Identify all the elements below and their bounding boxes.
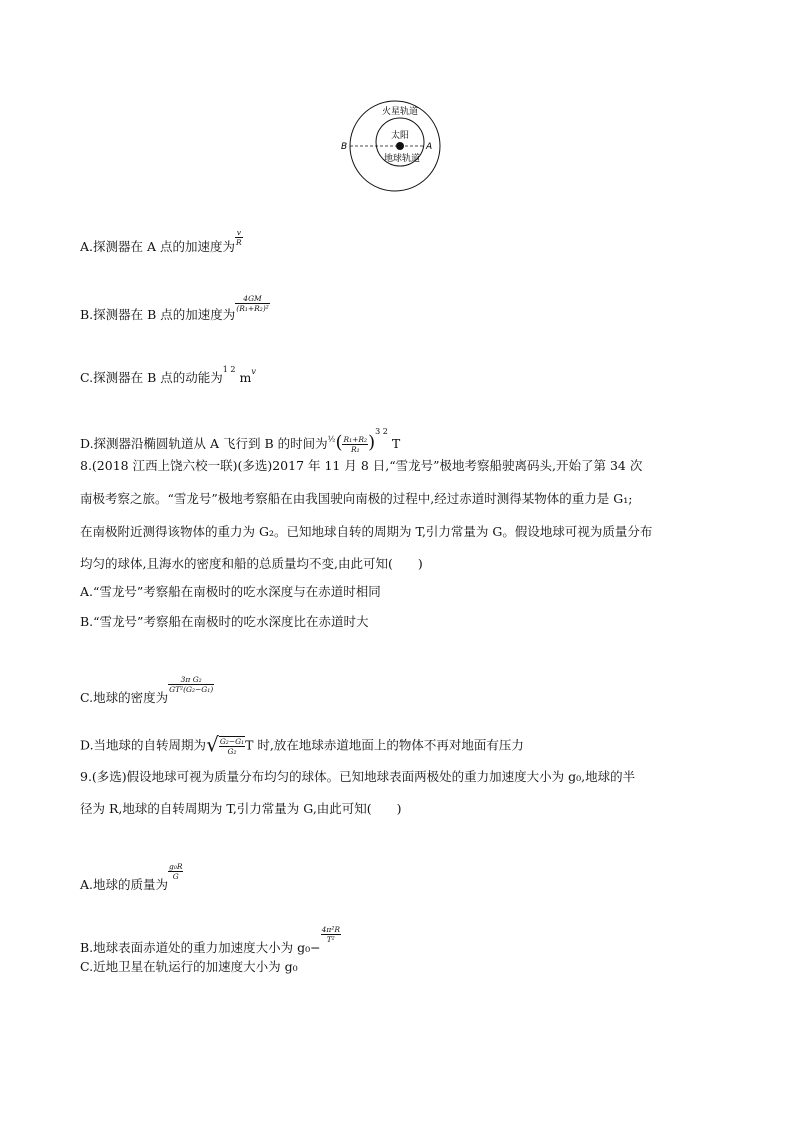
q7-b-frac-den: (R₁+R₂)² <box>236 304 269 313</box>
q7-option-b-text: B.探测器在 B 点的加速度为 <box>80 307 236 322</box>
earth-orbit-label: 地球轨道 <box>384 154 421 164</box>
mars-orbit-label: 火星轨道 <box>382 107 419 117</box>
q8-stem-line-2: 南极考察之旅。“雪龙号”极地考察船在由我国驶向南极的过程中,经过赤道时测得某物体的重力是 G₁; <box>80 491 633 506</box>
q9-stem-line-2: 径为 R,地球的自转周期为 T,引力常量为 G,由此可知( ) <box>80 801 402 816</box>
q8-option-c <box>80 675 214 706</box>
q7-b-fraction <box>235 294 269 313</box>
point-a-label: A <box>426 142 433 152</box>
q8-option-d-text: D.当地球的自转周期为 <box>80 737 207 753</box>
q9-option-a <box>80 862 183 893</box>
q8-stem-line-4: 均匀的球体,且海水的密度和船的总质量均不变,由此可知( ) <box>80 556 423 571</box>
q7-d-exponent: 3 2 <box>375 427 388 436</box>
q8-d-frac-den: G₂ <box>227 747 237 756</box>
q8-stem-line-1: 8.(2018 江西上饶六校一联)(多选)2017 年 11 月 8 日,“雪龙号”极地考察船驶离码头,开始了第 34 次 <box>80 458 643 473</box>
q7-option-d-text: D.探测器沿椭圆轨道从 A 飞行到 B 的时间为 <box>80 436 328 451</box>
q7-option-c-text: C.探测器在 B 点的动能为 <box>80 370 223 385</box>
q7-option-d: D.探测器沿椭圆轨道从 A 飞行到 B 的时间为$^{\frac{1}{2}}$( $\frac{\text{R₁+R₂}}{\text{R₁}}$ )$^{3 2}$ T <box>80 427 401 454</box>
sun-dot <box>396 142 404 150</box>
q7-d-frac-num: R₁+R₂ <box>343 435 368 444</box>
q9-option-b <box>80 925 341 956</box>
q7-option-c <box>80 362 256 386</box>
q8-option-b: B.“雪龙号”考察船在南极时的吃水深度比在赤道时大 <box>80 614 369 629</box>
q7-d-half: ½ <box>327 435 336 444</box>
q8-option-c-text: C.地球的密度为 <box>80 690 169 705</box>
q7-a-frac-den: R <box>235 238 242 247</box>
q7-c-velocity: v <box>251 367 256 376</box>
q8-option-d: D.当地球的自转周期为√ $\frac{\text{G₂−G₁}}{\text{G₂}}$ T 时,放在地球赤道地面上的物体不再对地面有压力 <box>80 732 524 757</box>
q8-d-frac-num: G₂−G₁ <box>219 737 245 746</box>
q7-c-half: 1 2 <box>222 365 236 374</box>
sun-label: 太阳 <box>391 131 410 141</box>
point-b-label: B <box>341 142 348 152</box>
q8-stem-line-3: 在南极附近测得该物体的重力为 G₂。已知地球自转的周期为 T,引力常量为 G。假设地球可视为质量分布 <box>80 524 653 539</box>
q7-d-frac-den: R₁ <box>350 445 360 454</box>
q7-a-fraction <box>235 228 243 247</box>
q7-a-frac-num: v <box>236 228 241 237</box>
q9-option-a-text: A.地球的质量为 <box>80 877 169 892</box>
q7-b-frac-num: 4GM <box>235 294 269 304</box>
q8-option-d-text-end: T 时,放在地球赤道地面上的物体不再对地面有压力 <box>245 737 524 753</box>
q9-option-c: C.近地卫星在轨运行的加速度大小为 g₀ <box>80 959 298 974</box>
q7-d-period: T <box>391 436 401 451</box>
q9-b-frac-num: 4π²R <box>321 925 340 934</box>
q9-a-frac-den: G <box>172 872 179 881</box>
q7-c-mass: m <box>239 370 252 385</box>
q9-option-b-text: B.地球表面赤道处的重力加速度大小为 g₀− <box>80 940 321 955</box>
q7-option-b <box>80 294 270 323</box>
q9-stem-line-1: 9.(多选)假设地球可视为质量分布均匀的球体。已知地球表面两极处的重力加速度大小为 g₀,地球的半 <box>80 769 636 784</box>
q7-d-fraction <box>342 435 368 454</box>
q9-b-frac-den: T² <box>326 935 335 944</box>
q8-c-frac-num: 3π G₂ <box>168 675 214 685</box>
q8-c-fraction <box>168 675 214 694</box>
q9-a-frac-num: g₀R <box>169 862 183 871</box>
q9-a-fraction <box>168 862 183 881</box>
q9-b-fraction <box>321 925 341 944</box>
q7-option-a-text: A.探测器在 A 点的加速度为 <box>80 239 235 254</box>
q8-option-a: A.“雪龙号”考察船在南极时的吃水深度与在赤道时相同 <box>80 584 381 599</box>
orbit-diagram <box>338 98 456 194</box>
q8-d-fraction <box>219 736 245 756</box>
q7-option-a <box>80 228 243 255</box>
q8-c-frac-den: GT²(G₂−G₁) <box>169 685 214 694</box>
